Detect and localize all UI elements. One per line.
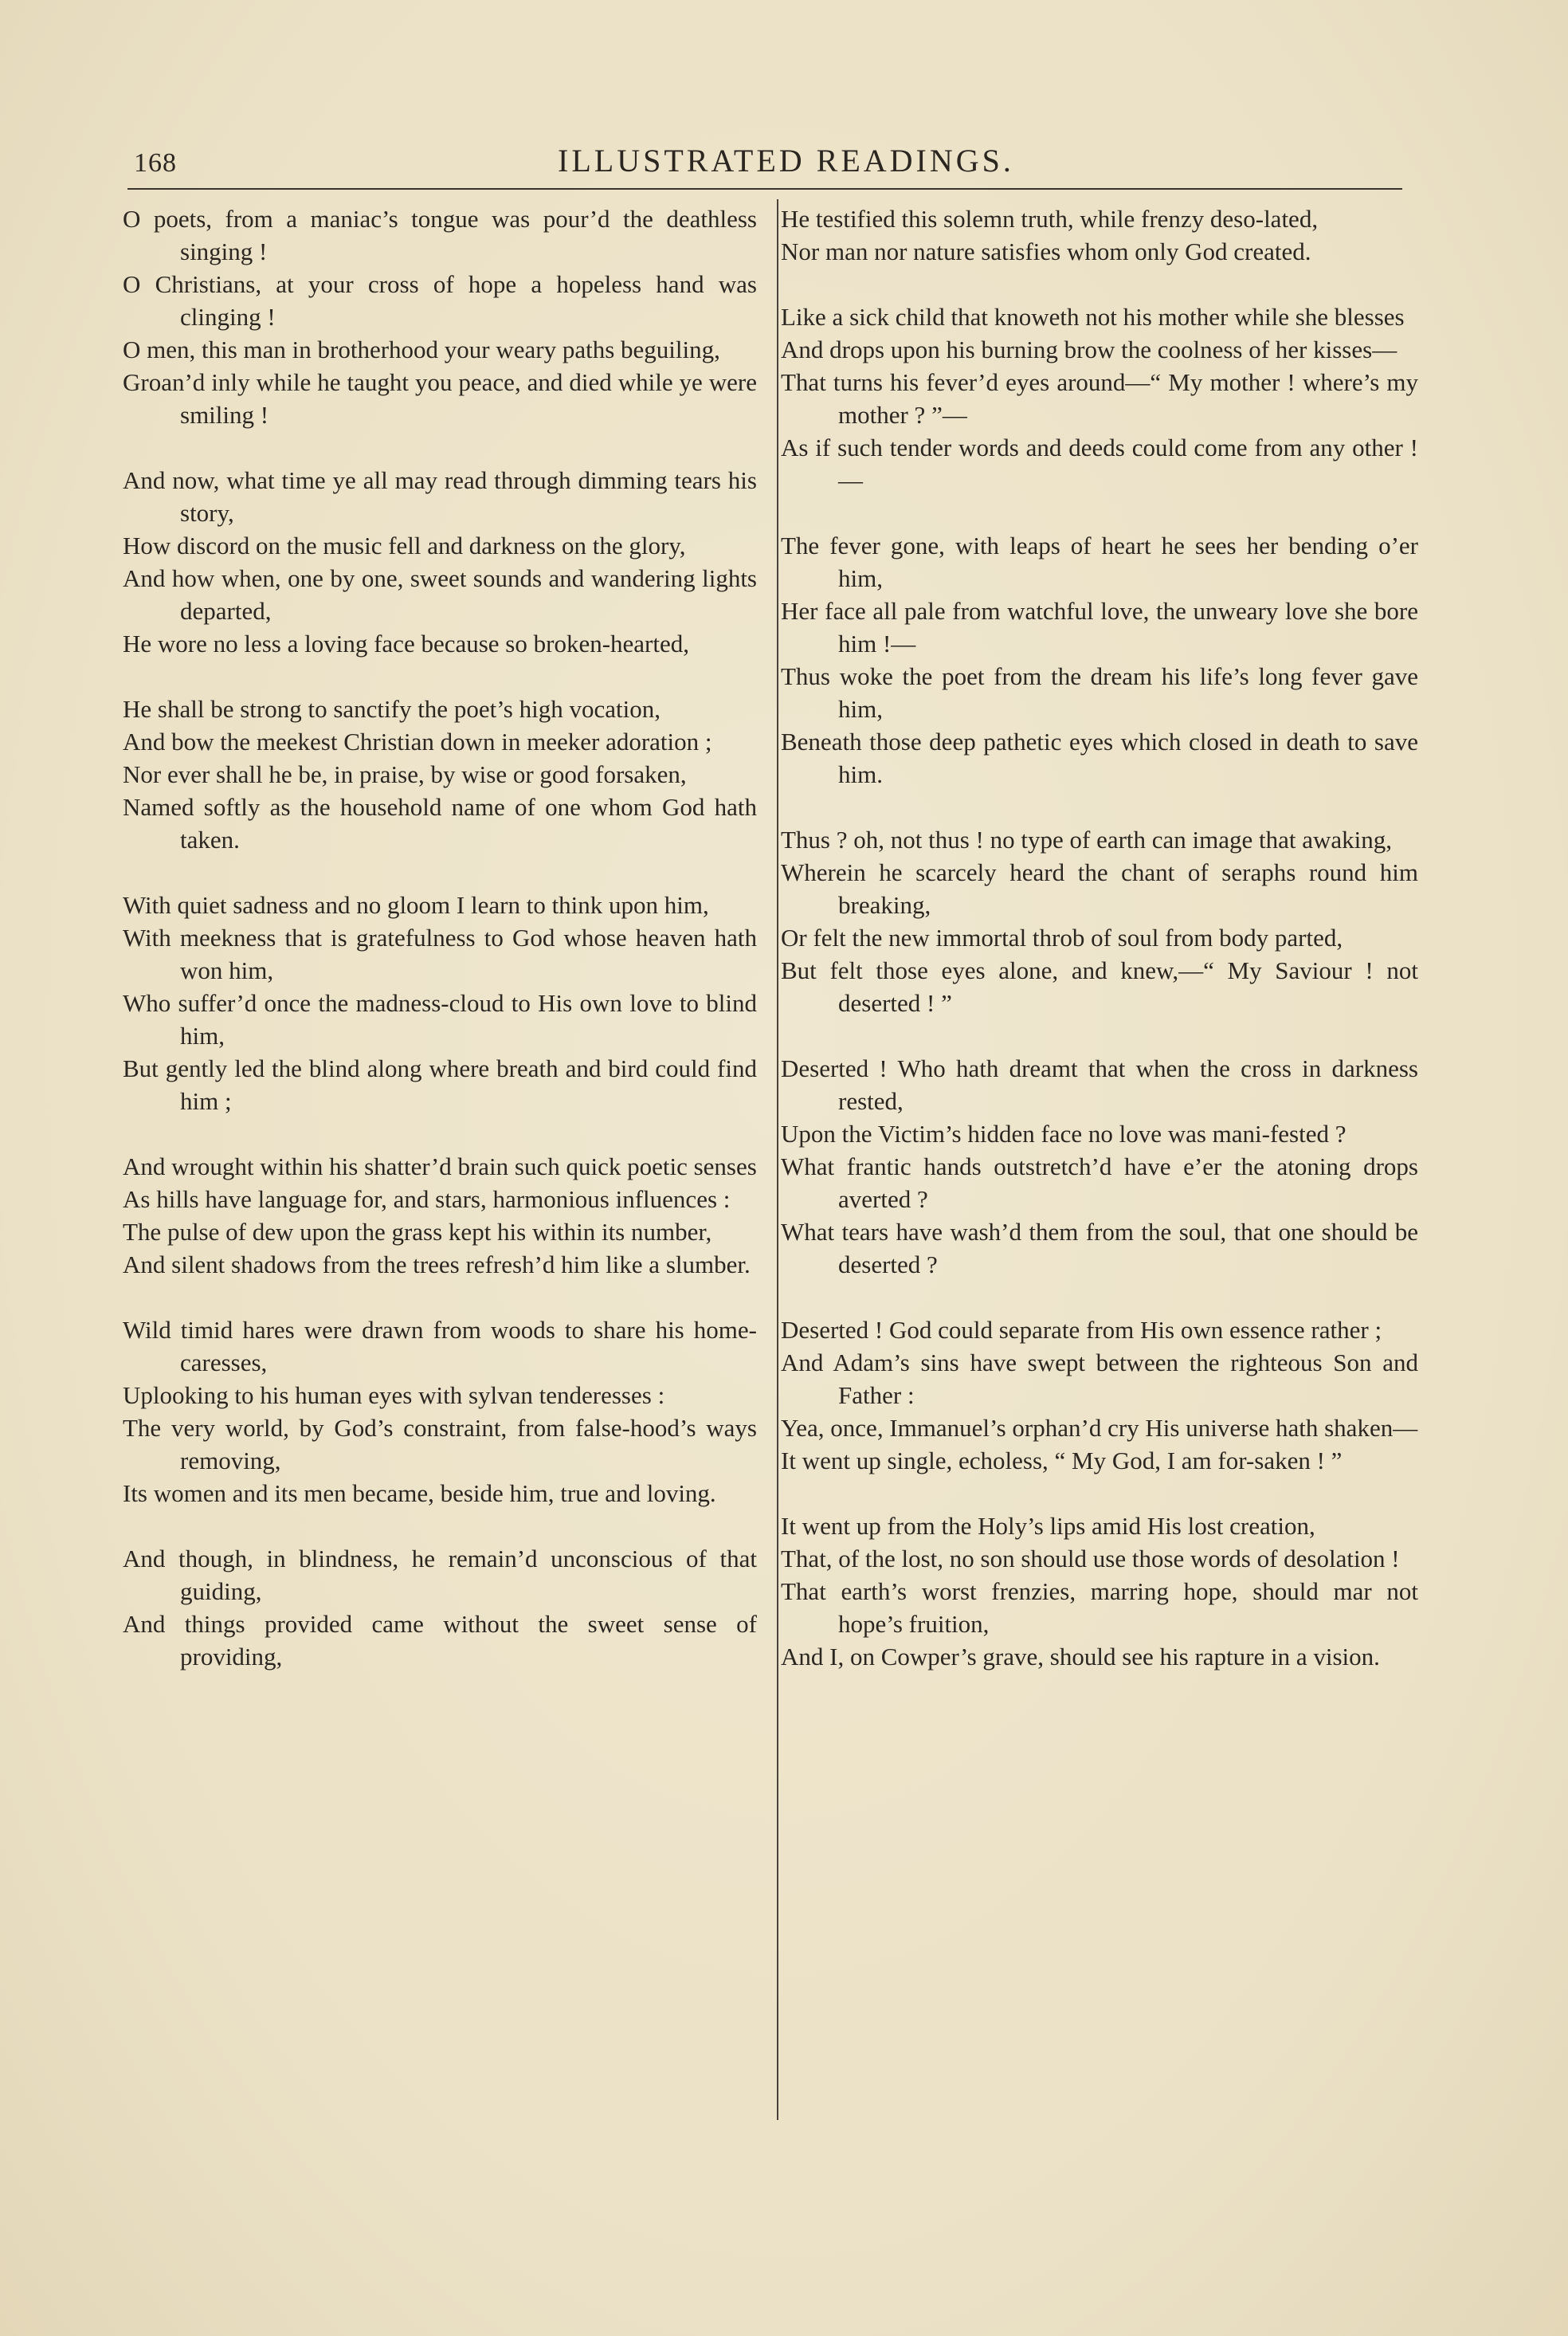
stanza: [123, 889, 757, 1117]
stanza: [781, 823, 1418, 1019]
stanza: [123, 1313, 757, 1510]
left-column: [123, 202, 757, 1706]
poem-line: Wherein he scarcely heard the chant of seraphs round him breaking,: [781, 858, 1418, 919]
poem-line: Its women and its men became, beside him, true and loving.: [123, 1479, 716, 1507]
poem-line: He shall be strong to sanctify the poet’s high vocation,: [123, 695, 661, 723]
stanza: [781, 202, 1418, 268]
poem-line: He testified this solemn truth, while frenzy deso-lated,: [781, 205, 1319, 233]
poem-line: And Adam’s sins have swept between the righteous Son and Father :: [781, 1349, 1418, 1409]
poem-line: It went up from the Holy’s lips amid His lost creation,: [781, 1512, 1315, 1540]
poem-line: Her face all pale from watchful love, the unweary love she bore him !—: [781, 597, 1418, 658]
poem-line: With quiet sadness and no gloom I learn to think upon him,: [123, 891, 709, 919]
stanza: [781, 300, 1418, 497]
page-header: [127, 142, 1402, 186]
poem-line: The very world, by God’s constraint, from false-hood’s ways removing,: [123, 1414, 757, 1474]
poem-line: Yea, once, Immanuel’s orphan’d cry His universe hath shaken—: [781, 1414, 1418, 1442]
poem-line: Nor man nor nature satisfies whom only God created.: [781, 238, 1311, 265]
poem-line: Wild timid hares were drawn from woods to share his home-caresses,: [123, 1316, 757, 1376]
poem-line: How discord on the music fell and darkness on the glory,: [123, 532, 686, 559]
poem-line: The fever gone, with leaps of heart he sees her bending o’er him,: [781, 532, 1418, 592]
poem-line: And bow the meekest Christian down in meeker adoration ;: [123, 728, 712, 756]
poem-line: Thus ? oh, not thus ! no type of earth can image that awaking,: [781, 826, 1393, 854]
poem-line: Who suffer’d once the madness-cloud to His own love to blind him,: [123, 989, 757, 1050]
header-rule: [127, 188, 1402, 190]
poem-line: Thus woke the poet from the dream his life’s long fever gave him,: [781, 662, 1418, 723]
poem-line: It went up single, echoless, “ My God, I am for-saken ! ”: [781, 1447, 1343, 1474]
poem-line: And how when, one by one, sweet sounds and wandering lights departed,: [123, 564, 757, 625]
poem-line: And now, what time ye all may read through dimming tears his story,: [123, 466, 757, 527]
poem-line: Named softly as the household name of one whom God hath taken.: [123, 793, 757, 854]
page-number: 168: [134, 148, 177, 178]
running-head: ILLUSTRATED READINGS.: [558, 143, 1014, 179]
poem-line: With meekness that is gratefulness to God whose heaven hath won him,: [123, 924, 757, 984]
poem-line: As if such tender words and deeds could come from any other !—: [781, 434, 1418, 494]
stanza: [781, 1510, 1418, 1673]
poem-line: Or felt the new immortal throb of soul from body parted,: [781, 924, 1343, 952]
stanza: [781, 1052, 1418, 1281]
poem-line: Beneath those deep pathetic eyes which closed in death to save him.: [781, 728, 1418, 788]
poem-line: Groan’d inly while he taught you peace, and died while ye were smiling !: [123, 368, 757, 429]
poem-line: The pulse of dew upon the grass kept his within its number,: [123, 1218, 712, 1246]
poem-line: That earth’s worst frenzies, marring hope, should mar not hope’s fruition,: [781, 1577, 1418, 1638]
poem-line: Deserted ! God could separate from His own essence rather ;: [781, 1316, 1382, 1344]
poem-line: And silent shadows from the trees refresh’d him like a slumber.: [123, 1250, 751, 1278]
poem-line: That, of the lost, no son should use those words of desolation !: [781, 1545, 1400, 1572]
poem-line: And wrought within his shatter’d brain such quick poetic senses: [123, 1152, 757, 1180]
poem-line: Upon the Victim’s hidden face no love was mani-fested ?: [781, 1120, 1347, 1148]
poem-line: Deserted ! Who hath dreamt that when the cross in darkness rested,: [781, 1054, 1418, 1115]
poem-line: O Christians, at your cross of hope a hopeless hand was clinging !: [123, 270, 757, 331]
column-divider: [777, 199, 778, 2120]
poem-line: And though, in blindness, he remain’d unconscious of that guiding,: [123, 1545, 757, 1605]
stanza: [781, 529, 1418, 791]
poem-line: As hills have language for, and stars, harmonious influences :: [123, 1185, 731, 1213]
poem-line: O men, this man in brotherhood your weary paths beguiling,: [123, 336, 720, 363]
poem-line: And drops upon his burning brow the coolness of her kisses—: [781, 336, 1397, 363]
poem-line: And things provided came without the sweet sense of providing,: [123, 1610, 757, 1671]
poem-line: He wore no less a loving face because so broken-hearted,: [123, 630, 689, 658]
poem-line: But felt those eyes alone, and knew,—“ My Saviour ! not deserted ! ”: [781, 956, 1418, 1017]
stanza: [123, 202, 757, 431]
right-column: [781, 202, 1418, 1706]
poem-line: Like a sick child that knoweth not his mother while she blesses: [781, 303, 1405, 331]
stanza: [123, 1542, 757, 1673]
poem-line: O poets, from a maniac’s tongue was pour’d the deathless singing !: [123, 205, 757, 265]
stanza: [123, 1150, 757, 1281]
stanza: [123, 693, 757, 856]
poem-line: But gently led the blind along where breath and bird could find him ;: [123, 1054, 757, 1115]
poem-line: What frantic hands outstretch’d have e’er the atoning drops averted ?: [781, 1152, 1418, 1213]
stanza: [123, 464, 757, 660]
poem-line: And I, on Cowper’s grave, should see his rapture in a vision.: [781, 1643, 1380, 1671]
poem-line: Nor ever shall he be, in praise, by wise or good forsaken,: [123, 760, 687, 788]
poem-line: That turns his fever’d eyes around—“ My mother ! where’s my mother ? ”—: [781, 368, 1418, 429]
stanza: [781, 1313, 1418, 1477]
poem-line: What tears have wash’d them from the soul, that one should be deserted ?: [781, 1218, 1418, 1278]
poem-line: Uplooking to his human eyes with sylvan tenderesses :: [123, 1381, 665, 1409]
